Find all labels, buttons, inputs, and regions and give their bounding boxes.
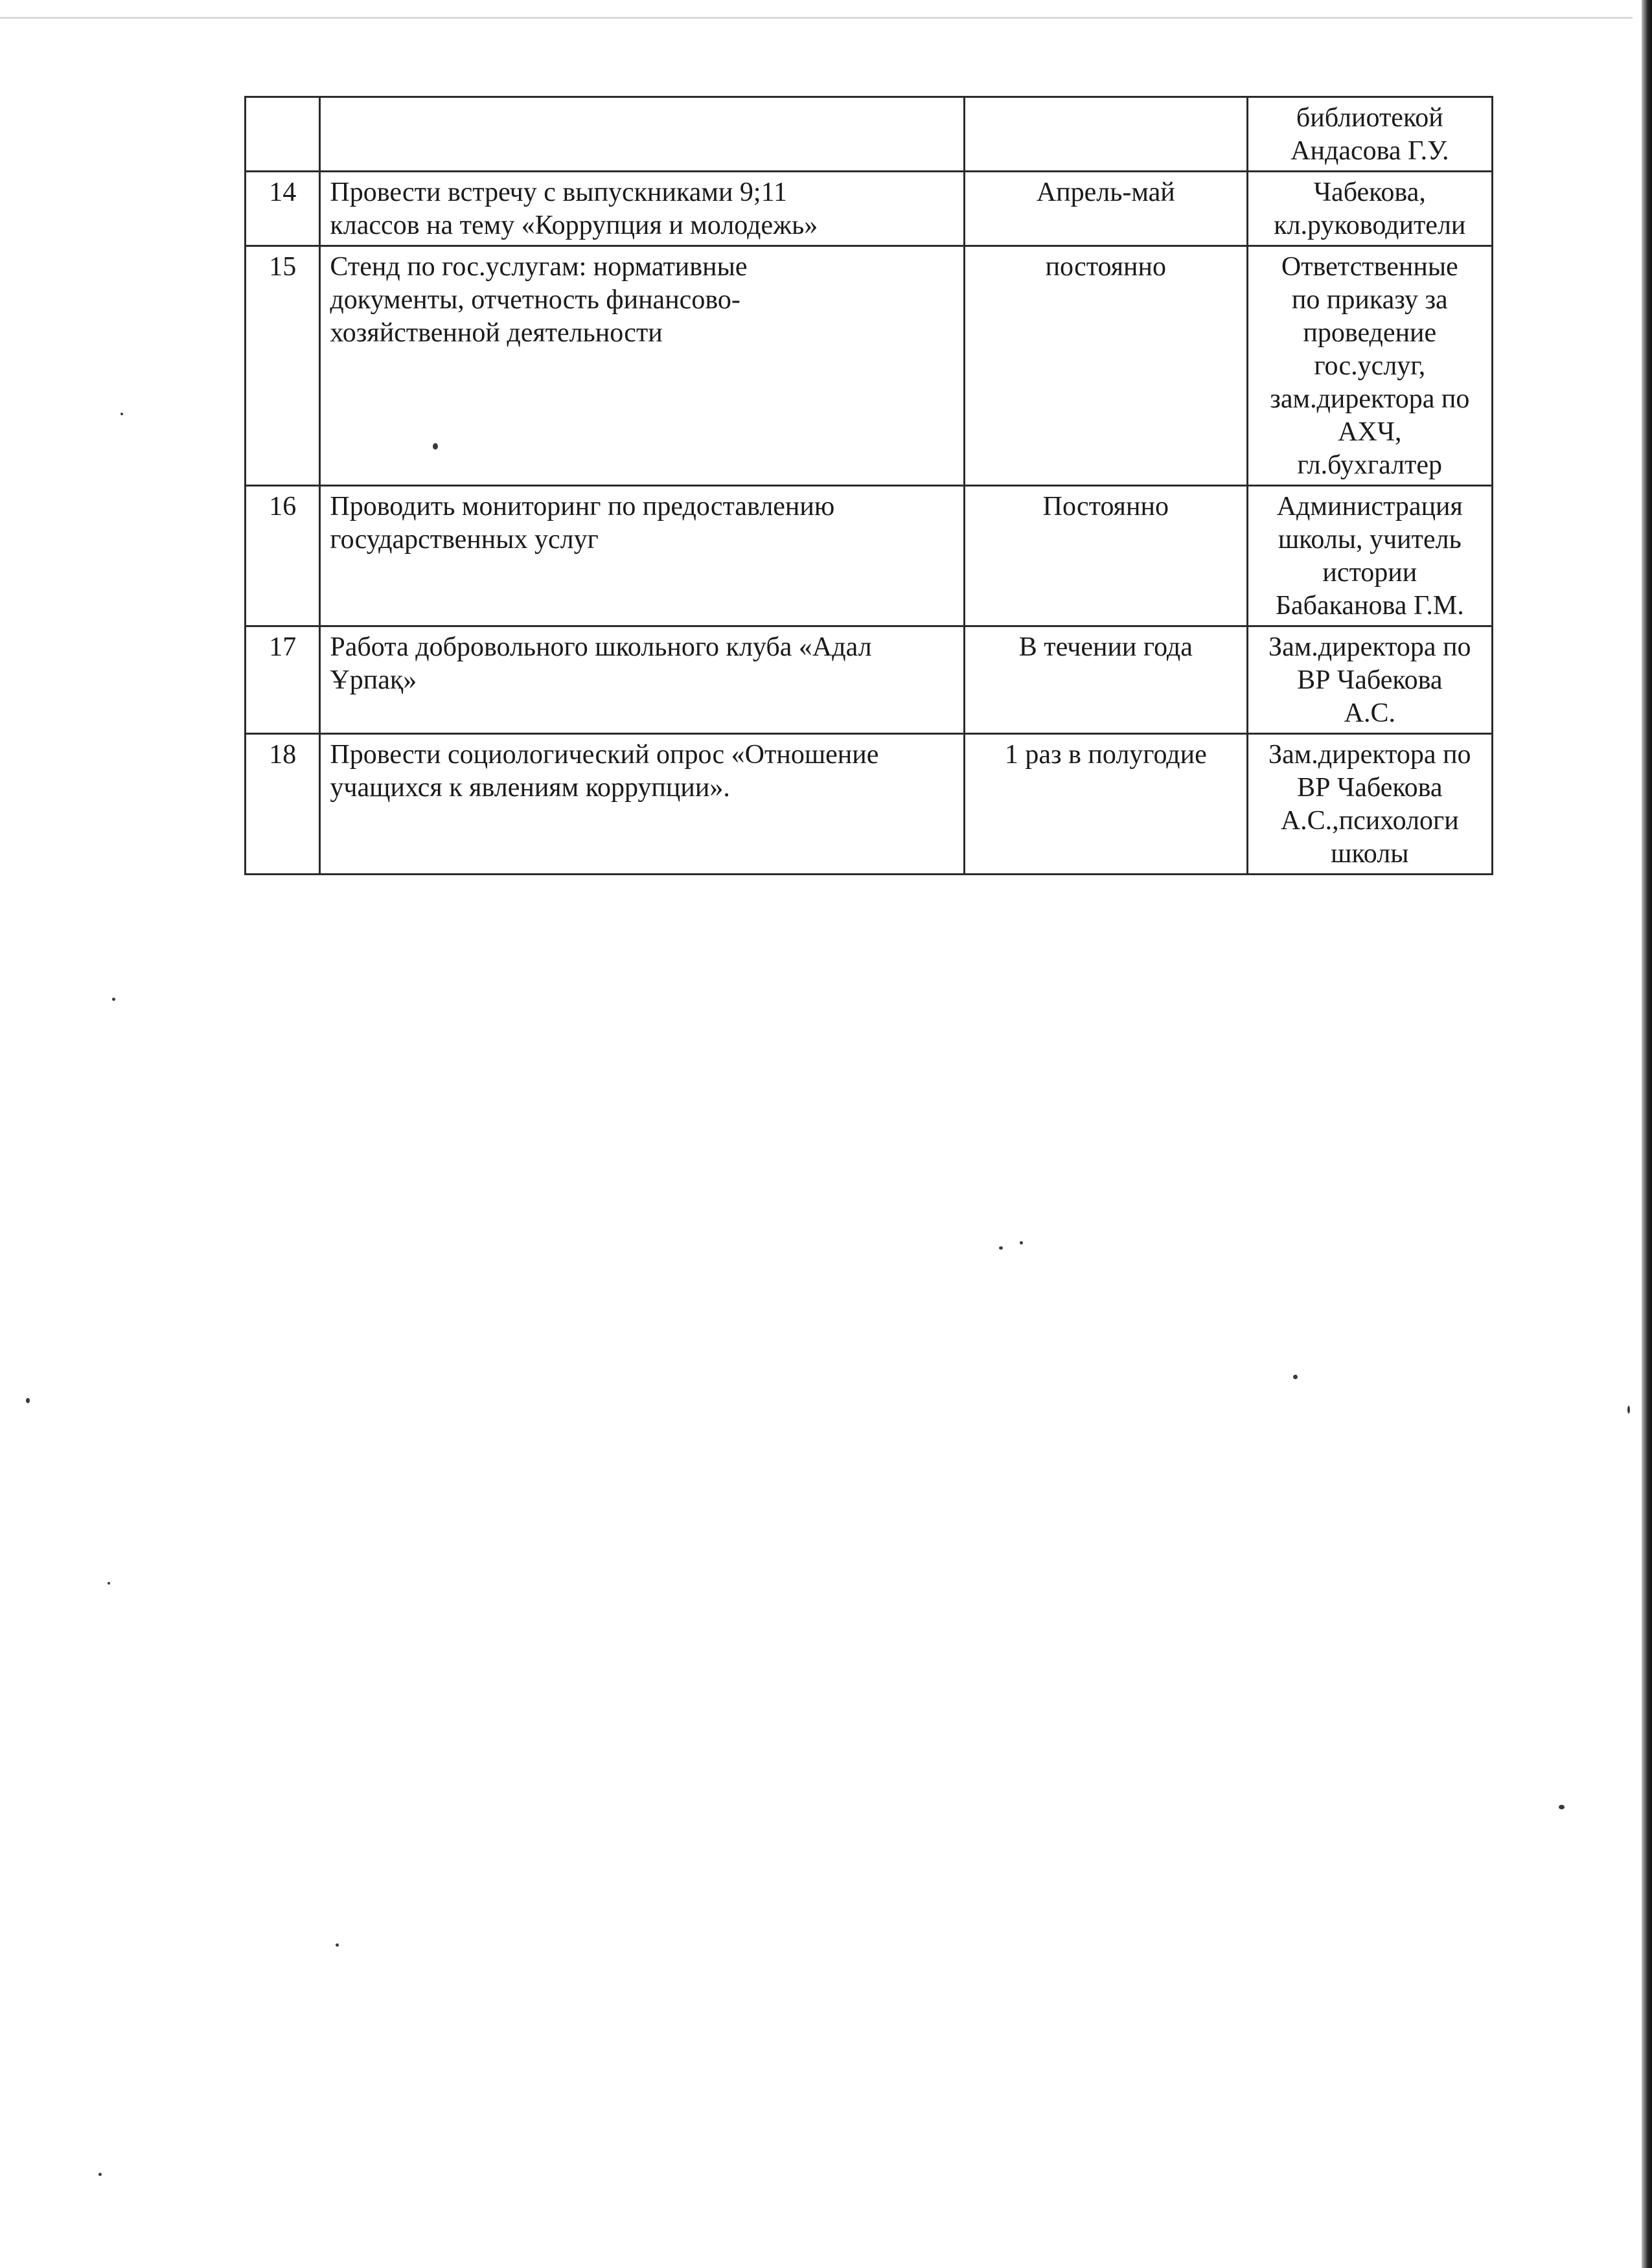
responsible-line: Чабекова,: [1313, 178, 1426, 207]
scan-speck: [1020, 1241, 1023, 1244]
event-line: Ұрпақ»: [330, 665, 417, 695]
responsible-line: зам.директора по: [1270, 384, 1470, 414]
event-line: учащихся к явлениям коррупции».: [330, 773, 730, 803]
row-responsible: [1247, 734, 1492, 875]
responsible-line: Ответственные: [1281, 252, 1458, 282]
row-event: [320, 97, 965, 172]
row-number: [246, 97, 320, 172]
row-responsible: [1247, 246, 1492, 486]
responsible-line: Администрация: [1276, 492, 1463, 521]
responsible-line: ВР Чабекова: [1297, 773, 1443, 803]
scan-speck: [1293, 1375, 1298, 1379]
row-responsible: [1247, 172, 1492, 246]
responsible-line: Бабаканова Г.М.: [1275, 591, 1464, 621]
row-event: [320, 486, 965, 626]
responsible-line: по приказу за: [1291, 285, 1448, 315]
scan-speck: [108, 1582, 110, 1585]
responsible-line: Зам.директора по: [1268, 740, 1471, 770]
row-responsible: [1247, 97, 1492, 172]
scan-speck: [999, 1246, 1003, 1250]
row-event: [320, 734, 965, 875]
table-row-15: [246, 246, 1493, 486]
row-number: 15: [246, 246, 320, 486]
scan-speck: [336, 1943, 339, 1947]
row-number: 18: [246, 734, 320, 875]
row-term: Постоянно: [965, 486, 1248, 626]
scan-top-edge-line: [0, 17, 1633, 19]
scan-speck: [1627, 1406, 1630, 1414]
row-term: Апрель-май: [965, 172, 1248, 246]
responsible-line: библиотекой: [1296, 103, 1443, 133]
event-line: Стенд по гос.услугам: нормативные: [330, 252, 748, 282]
responsible-line: кл.руководители: [1274, 211, 1466, 240]
scan-speck: [433, 443, 438, 450]
scan-speck: [112, 998, 115, 1001]
event-line: Работа добровольного школьного клуба «Адал: [330, 632, 872, 662]
responsible-line: А.С.: [1344, 698, 1395, 728]
table-row-16: [246, 486, 1493, 626]
event-line: государственных услуг: [330, 525, 599, 555]
row-number: 17: [246, 626, 320, 734]
responsible-line: школы: [1331, 839, 1409, 869]
row-responsible: [1247, 626, 1492, 734]
scan-speck: [1559, 1805, 1565, 1809]
scan-right-edge-shadow: [1642, 0, 1652, 2268]
responsible-line: гос.услуг,: [1314, 351, 1426, 381]
row-term: [965, 97, 1248, 172]
anti-corruption-plan-table: [244, 96, 1493, 875]
event-line: документы, отчетность финансово-: [330, 285, 740, 315]
responsible-line: гл.бухгалтер: [1297, 450, 1443, 480]
table-row-14: [246, 172, 1493, 246]
row-term: 1 раз в полугодие: [965, 734, 1248, 875]
responsible-line: истории: [1322, 558, 1417, 588]
row-event: [320, 172, 965, 246]
responsible-line: АХЧ,: [1338, 417, 1402, 447]
event-line: Провести социологический опрос «Отношение: [330, 740, 879, 770]
responsible-line: ВР Чабекова: [1297, 665, 1443, 695]
row-responsible: [1247, 486, 1492, 626]
row-term: В течении года: [965, 626, 1248, 734]
table-row-18: [246, 734, 1493, 875]
responsible-line: Андасова Г.У.: [1291, 136, 1449, 166]
scan-speck: [26, 1398, 30, 1403]
event-line: хозяйственной деятельности: [330, 318, 663, 348]
responsible-line: проведение: [1303, 318, 1437, 348]
table-row-17: [246, 626, 1493, 734]
responsible-line: школы, учитель: [1278, 525, 1462, 555]
row-event: [320, 246, 965, 486]
row-term: постоянно: [965, 246, 1248, 486]
row-number: 16: [246, 486, 320, 626]
event-line: Проводить мониторинг по предоставлению: [330, 492, 835, 521]
event-line: Провести встречу с выпускниками 9;11: [330, 178, 788, 207]
scan-speck: [120, 413, 123, 415]
responsible-line: Зам.директора по: [1268, 632, 1471, 662]
scan-speck: [98, 2173, 102, 2176]
table-row-continuation: [246, 97, 1493, 172]
row-number: 14: [246, 172, 320, 246]
event-line: классов на тему «Коррупция и молодежь»: [330, 211, 818, 240]
row-event: [320, 626, 965, 734]
responsible-line: А.С.,психологи: [1280, 806, 1459, 836]
